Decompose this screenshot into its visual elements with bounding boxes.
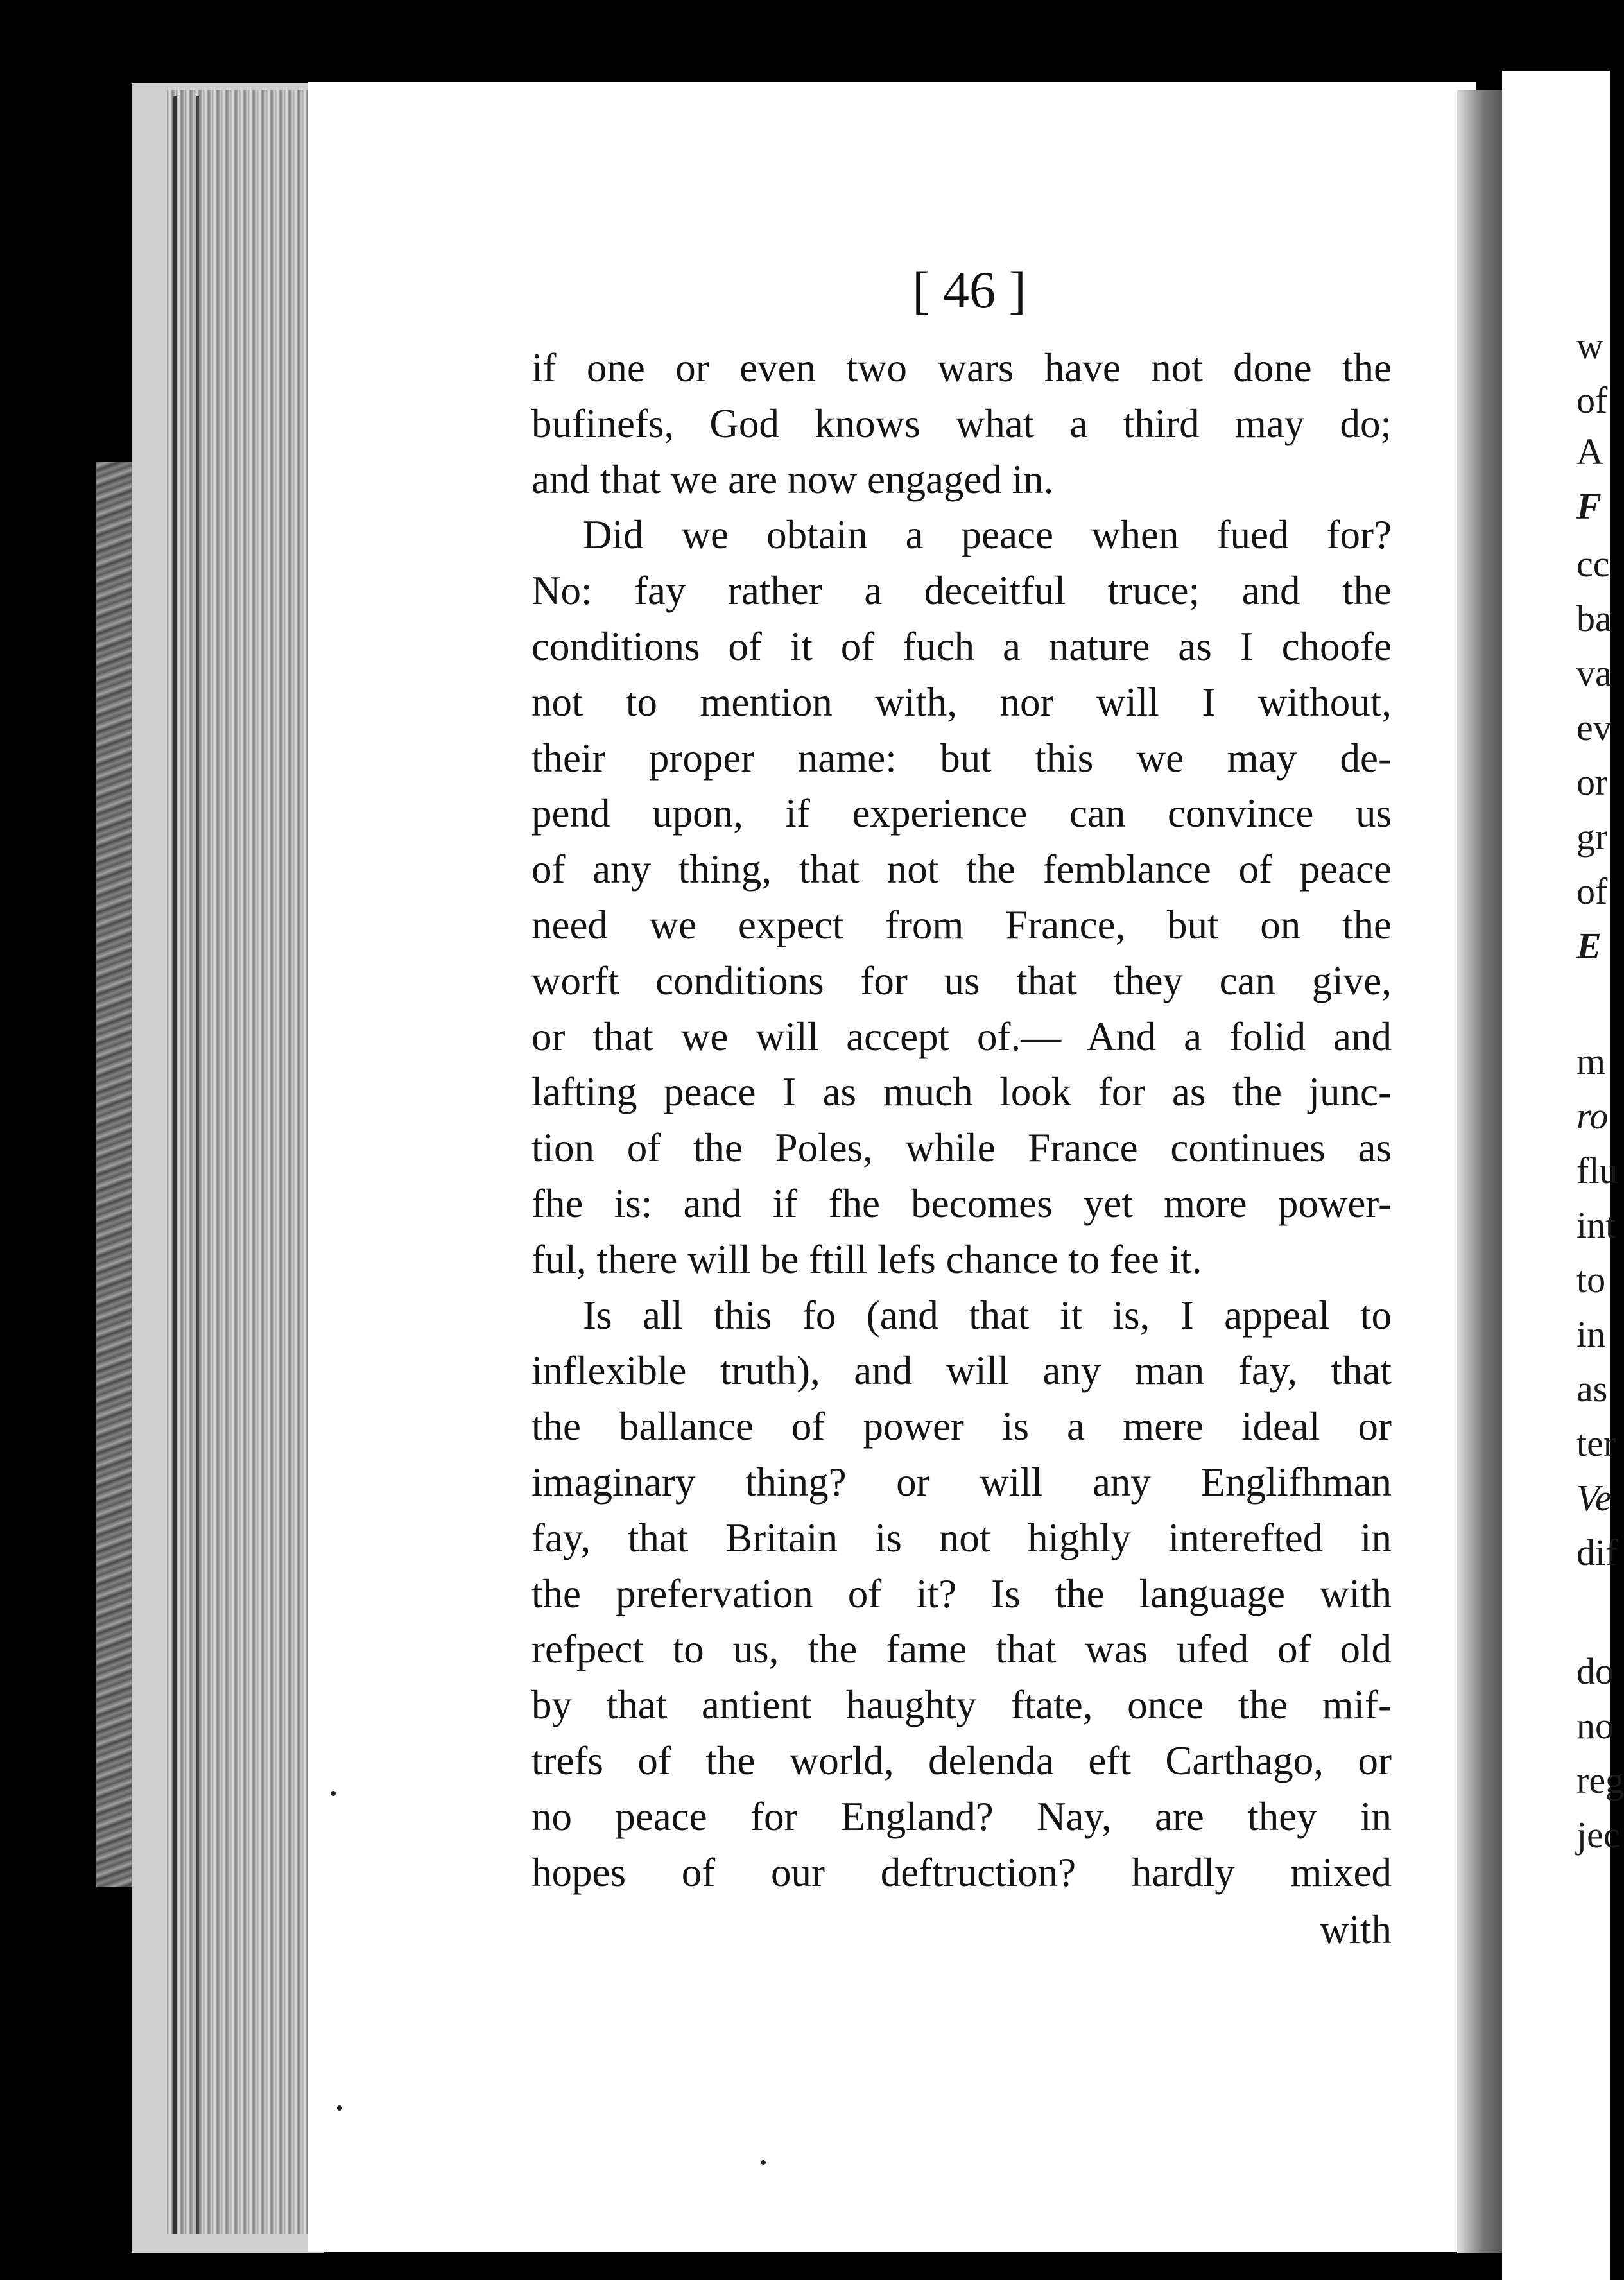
facing-line: flu (1576, 1150, 1618, 1191)
facing-line: Ve (1576, 1477, 1612, 1519)
facing-line: to (1576, 1259, 1606, 1300)
facing-line: ro (1576, 1095, 1609, 1137)
text-line: need we expect from France, but on the (531, 902, 1392, 947)
ink-speck (761, 2160, 766, 2165)
facing-line: or (1576, 761, 1608, 803)
text-line: fay, that Britain is not highly interefted in (531, 1515, 1392, 1560)
text-line: inflexible truth), and will any man fay, that (531, 1348, 1392, 1394)
facing-line: in (1576, 1313, 1606, 1355)
facing-line: cc (1576, 543, 1610, 585)
facing-line: ba (1576, 598, 1612, 639)
ink-speck (337, 2105, 342, 2111)
facing-line: m (1576, 1041, 1606, 1082)
facing-line: dif (1576, 1532, 1618, 1573)
text-line: worft conditions for us that they can give, (531, 958, 1392, 1003)
text-line: by that antient haughty ftate, once the mif- (531, 1682, 1392, 1728)
facing-line: int (1576, 1204, 1616, 1246)
text-line: imaginary thing? or will any Englifhman (531, 1459, 1392, 1505)
catchword: with (1319, 1907, 1392, 1952)
facing-line: of (1576, 379, 1608, 421)
facing-line: ter (1576, 1422, 1616, 1464)
text-line: ful, there will be ftill lefs chance to fee it. (531, 1236, 1202, 1282)
facing-line: w (1576, 325, 1603, 367)
facing-line: reg (1576, 1759, 1624, 1801)
facing-line: gr (1576, 816, 1608, 858)
text-line: fhe is: and if fhe becomes yet more power- (531, 1180, 1392, 1226)
facing-line: no (1576, 1705, 1614, 1747)
text-line: pend upon, if experience can convince us (531, 791, 1392, 836)
page-edges-border (173, 96, 199, 2234)
ink-speck (331, 1791, 336, 1796)
text-line: trefs of the world, delenda eft Carthago, or (531, 1738, 1392, 1783)
facing-line: do (1576, 1650, 1614, 1692)
facing-line: jec (1576, 1814, 1620, 1856)
text-line: or that we will accept of.— And a folid and (531, 1014, 1392, 1059)
text-line: tion of the Poles, while France continues as (531, 1125, 1392, 1171)
text-line: Is all this fo (and that it is, I appeal to (583, 1292, 1392, 1338)
text-line: their proper name: but this we may de- (531, 735, 1392, 781)
text-line: and that we are now engaged in. (531, 456, 1054, 502)
text-line: conditions of it of fuch a nature as I choofe (531, 623, 1392, 669)
text-line: No: fay rather a deceitful truce; and the (531, 568, 1392, 614)
page-number: [ 46 ] (912, 261, 1026, 319)
facing-line: F (1576, 485, 1602, 527)
facing-line: ev (1576, 707, 1612, 748)
text-line: hopes of our deftruction? hardly mixed (531, 1849, 1392, 1895)
text-line: not to mention with, nor will I without, (531, 679, 1392, 725)
text-line: no peace for England? Nay, are they in (531, 1793, 1392, 1839)
text-line: if one or even two wars have not done the (531, 345, 1392, 390)
page-gutter (1457, 90, 1502, 2253)
text-line: the prefervation of it? Is the language with (531, 1571, 1392, 1616)
text-line: refpect to us, the fame that was ufed of old (531, 1627, 1392, 1672)
page-body (531, 340, 1392, 1900)
text-line: of any thing, that not the femblance of peace (531, 847, 1392, 892)
text-line: Did we obtain a peace when fued for? (583, 512, 1392, 558)
text-line: lafting peace I as much look for as the junc- (531, 1069, 1392, 1115)
text-line: bufinefs, God knows what a third may do; (531, 401, 1392, 446)
facing-line: of (1576, 870, 1608, 912)
facing-line: A (1576, 431, 1603, 472)
facing-line: as (1576, 1368, 1608, 1410)
facing-line: E (1576, 925, 1602, 967)
text-line: the ballance of power is a mere ideal or (531, 1404, 1392, 1449)
facing-line: va (1576, 652, 1612, 694)
